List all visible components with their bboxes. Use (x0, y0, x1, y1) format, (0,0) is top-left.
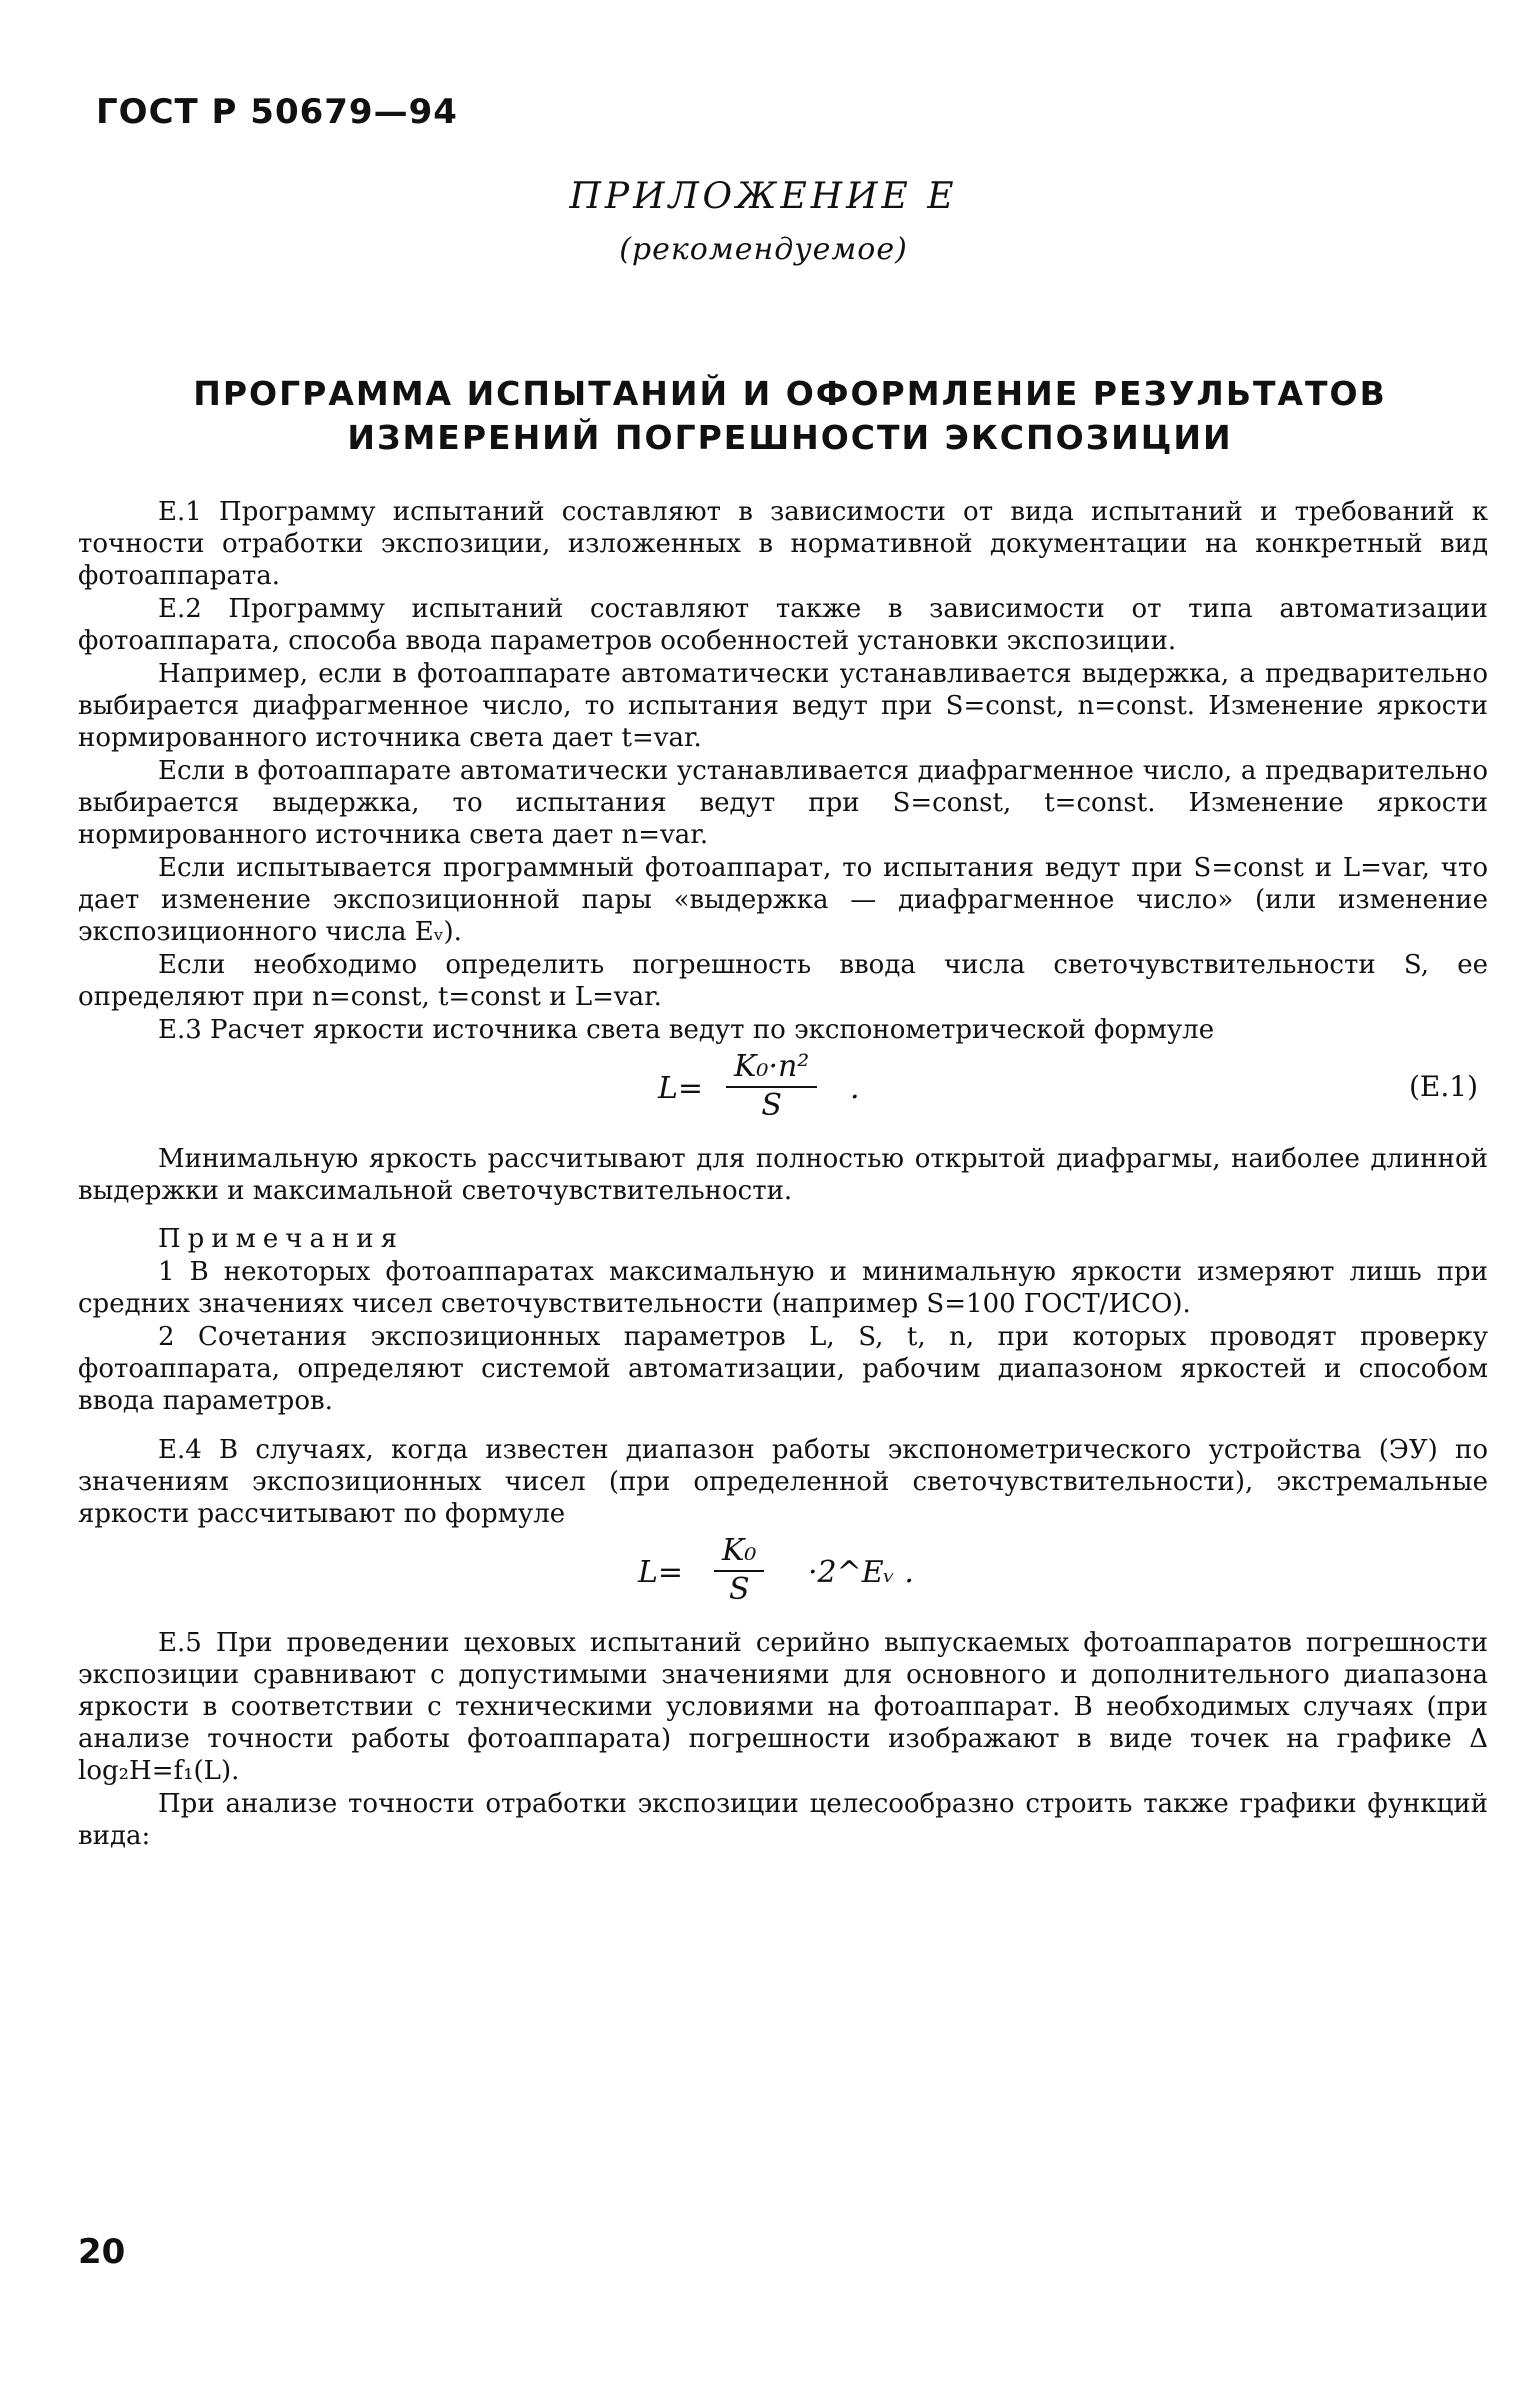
formula-e2 (78, 1531, 1488, 1627)
paragraph-example-1: Например, если в фотоаппарате автоматически устанавливается выдержка, а предварительно выбирается диафрагменное число, то испытания ведут при S=const, n=const. Изменение яркости нормированного источника света дает t=var. (78, 659, 1488, 753)
paragraph-e1: Е.1 Программу испытаний составляют в зависимости от вида испытаний и требований к точности отработки экспозиции, изложенных в нормативной документации на конкретный вид фотоаппарата. (78, 497, 1488, 591)
formula-e1-tail: . (850, 1071, 860, 1106)
section-title (140, 372, 1440, 460)
formula-e1-fraction (726, 1051, 817, 1122)
formula-e1-number: (Е.1) (1408, 1070, 1478, 1103)
standard-header: ГОСТ Р 50679—94 (96, 92, 458, 132)
paragraph-e2: Е.2 Программу испытаний составляют также в зависимости от типа автоматизации фотоаппарата, способа ввода параметров особенностей установки экспозиции. (78, 594, 1488, 656)
formula-e1-denominator: S (761, 1088, 782, 1123)
formula-e2-lhs: L= (638, 1555, 684, 1590)
formula-e1 (78, 1047, 1488, 1143)
paragraph-e4: Е.4 В случаях, когда известен диапазон работы экспонометрического устройства (ЭУ) по значениям экспозиционных чисел (при определенной светочувствительности), экстремальные яркости рассчитывают по формуле (78, 1435, 1488, 1529)
paragraph-min-brightness: Минимальную яркость рассчитывают для полностью открытой диафрагмы, наиболее длинной выдержки и максимальной светочувствительности. (78, 1144, 1488, 1206)
notes-heading: Примечания (158, 1224, 405, 1254)
formula-e2-tail: ·2^Eᵥ . (808, 1555, 914, 1590)
section-title-line2: ИЗМЕРЕНИЙ ПОГРЕШНОСТИ ЭКСПОЗИЦИИ (347, 418, 1233, 457)
formula-e2-denominator: S (728, 1572, 750, 1607)
section-title-line1: ПРОГРАММА ИСПЫТАНИЙ И ОФОРМЛЕНИЕ РЕЗУЛЬТАТОВ (193, 374, 1387, 413)
paragraph-example-2: Если в фотоаппарате автоматически устанавливается диафрагменное число, а предварительно выбирается выдержка, то испытания ведут при S=const, t=const. Изменение яркости нормированного источника света дает n=var. (78, 756, 1488, 850)
formula-e1-lhs: L= (658, 1071, 704, 1106)
page-number: 20 (78, 2232, 126, 2272)
formula-e2-numerator: K₀ (714, 1535, 764, 1572)
formula-e2-fraction (714, 1535, 764, 1606)
appendix-title: ПРИЛОЖЕНИЕ Е (569, 176, 958, 217)
paragraph-last: При анализе точности отработки экспозиции целесообразно строить также графики функций вида: (78, 1789, 1488, 1851)
paragraph-e3: Е.3 Расчет яркости источника света ведут по экспонометрической формуле (158, 1015, 1215, 1045)
body-text (78, 496, 1488, 1853)
paragraph-example-4: Если необходимо определить погрешность ввода числа светочувствительности S, ее определяют при n=const, t=const и L=var. (78, 950, 1488, 1012)
note-1: 1 В некоторых фотоаппаратах максимальную и минимальную яркости измеряют лишь при средних значениях чисел светочувствительности (например S=100 ГОСТ/ИСО). (78, 1257, 1488, 1319)
paragraph-e5: Е.5 При проведении цеховых испытаний серийно выпускаемых фотоаппаратов погрешности экспозиции сравнивают с допустимыми значениями для основного и дополнительного диапазона яркости в соответствии с техническими условиями на фотоаппарат. В необходимых случаях (при анализе точности работы фотоаппарата) погрешности изображают в виде точек на графике Δ log₂H=f₁(L). (78, 1628, 1488, 1786)
paragraph-example-3: Если испытывается программный фотоаппарат, то испытания ведут при S=const и L=var, что дает изменение экспозиционной пары «выдержка — диафрагменное число» (или изменение экспозиционного числа Eᵥ). (78, 853, 1488, 947)
note-2: 2 Сочетания экспозиционных параметров L, S, t, n, при которых проводят проверку фотоаппарата, определяют системой автоматизации, рабочим диапазоном яркостей и способом ввода параметров. (78, 1322, 1488, 1416)
formula-e1-numerator: K₀·n² (726, 1051, 817, 1088)
appendix-status: (рекомендуемое) (619, 232, 908, 267)
